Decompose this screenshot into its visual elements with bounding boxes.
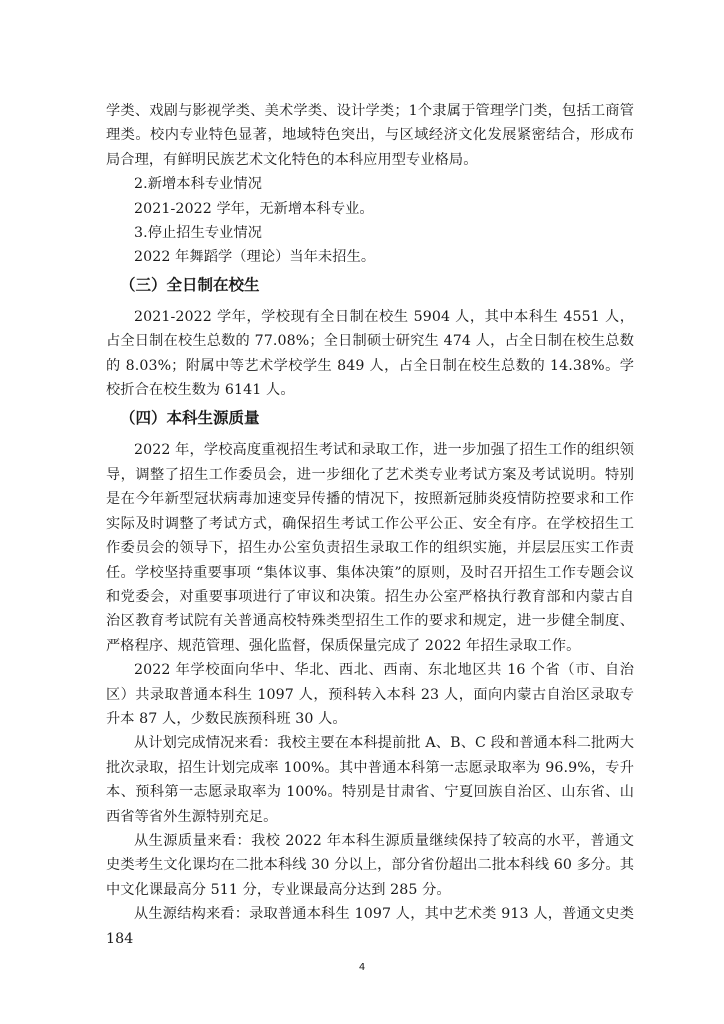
- paragraph-majors-continued: 学类、戏剧与影视学类、美术学类、设计学类；1个隶属于管理学门类，包括工商管理类。校内专业特色显著，地域特色突出，与区域经济文化发展紧密结合，形成布局合理，有鲜明民族艺术文化特色的本科应用型专业格局。: [106, 103, 634, 168]
- paragraph-source-quality: 从生源质量来看：我校 2022 年本科生源质量继续保持了较高的水平，普通文史类考生文化课均在二批本科线 30 分以上，部分省份超出二批本科线 60 多分。其中文化课最高分 511 分，专业课最高分达到 285 分。: [106, 832, 634, 898]
- subheading-new-majors: 2.新增本科专业情况: [134, 176, 263, 193]
- paragraph-admission-work: 2022 年，学校高度重视招生考试和录取工作，进一步加强了招生工作的组织领导，调整了招生工作委员会，进一步细化了艺术类专业考试方案及考试说明。特别是在今年新型冠状病毒加速变异传播的情况下，按照新冠肺炎疫情防控要求和工作实际及时调整了考试方式，确保招生考试工作公平公正、安全有序。在学校招生工作委员会的领导下，招生办公室负责招生录取工作的组织实施，并层层压实工作责任。学校坚持重要事项 “集体议事、集体决策”的原则，及时召开招生工作专题会议和党委会，对重要事项进行了审议和决策。招生办公室严格执行教育部和内蒙古自治区教育考试院有关普通高校特殊类型招生工作的要求和规定，进一步健全制度、严格程序、规范管理、强化监督，保质保量完成了 2022 年招生录取工作。: [106, 442, 634, 654]
- paragraph-plan-completion: 从计划完成情况来看：我校主要在本科提前批 A、B、C 段和普通本科二批两大批次录取，招生计划完成率 100%。其中普通本科第一志愿录取率为 96.9%，专升本、预科第一志愿录取率为 100%。特别是甘肃省、宁夏回族自治区、山东省、山西省等省外生源特别充足。: [106, 735, 634, 825]
- paragraph-admission-regions: 2022 年学校面向华中、华北、西北、西南、东北地区共 16 个省（市、自治区）共录取普通本科生 1097 人，预科转入本科 23 人，面向内蒙古自治区录取专升本 87 人，少数民族预科班 30 人。: [106, 662, 634, 727]
- subheading-stopped-majors: 3.停止招生专业情况: [134, 225, 263, 242]
- paragraph-source-structure: 从生源结构来看：录取普通本科生 1097 人，其中艺术类 913 人，普通文史类 184: [106, 906, 634, 947]
- document-page: [106, 99, 634, 951]
- paragraph-stopped-majors: 2022 年舞蹈学（理论）当年未招生。: [134, 249, 376, 266]
- paragraph-full-time-students: 2021-2022 学年，学校现有全日制在校生 5904 人，其中本科生 4551 人，占全日制在校生总数的 77.08%；全日制硕士研究生 474 人，占全日制在校生总数的 8.03%；附属中等艺术学校学生 849 人，占全日制在校生总数的 14.38%。学校折合在校生数为 6141 人。: [106, 308, 634, 399]
- section-heading-full-time-students: （三）全日制在校生: [120, 275, 260, 294]
- page-number: 4: [358, 962, 366, 973]
- section-heading-source-quality: （四）本科生源质量: [120, 409, 260, 428]
- paragraph-new-majors: 2021-2022 学年，无新增本科专业。: [134, 200, 374, 217]
